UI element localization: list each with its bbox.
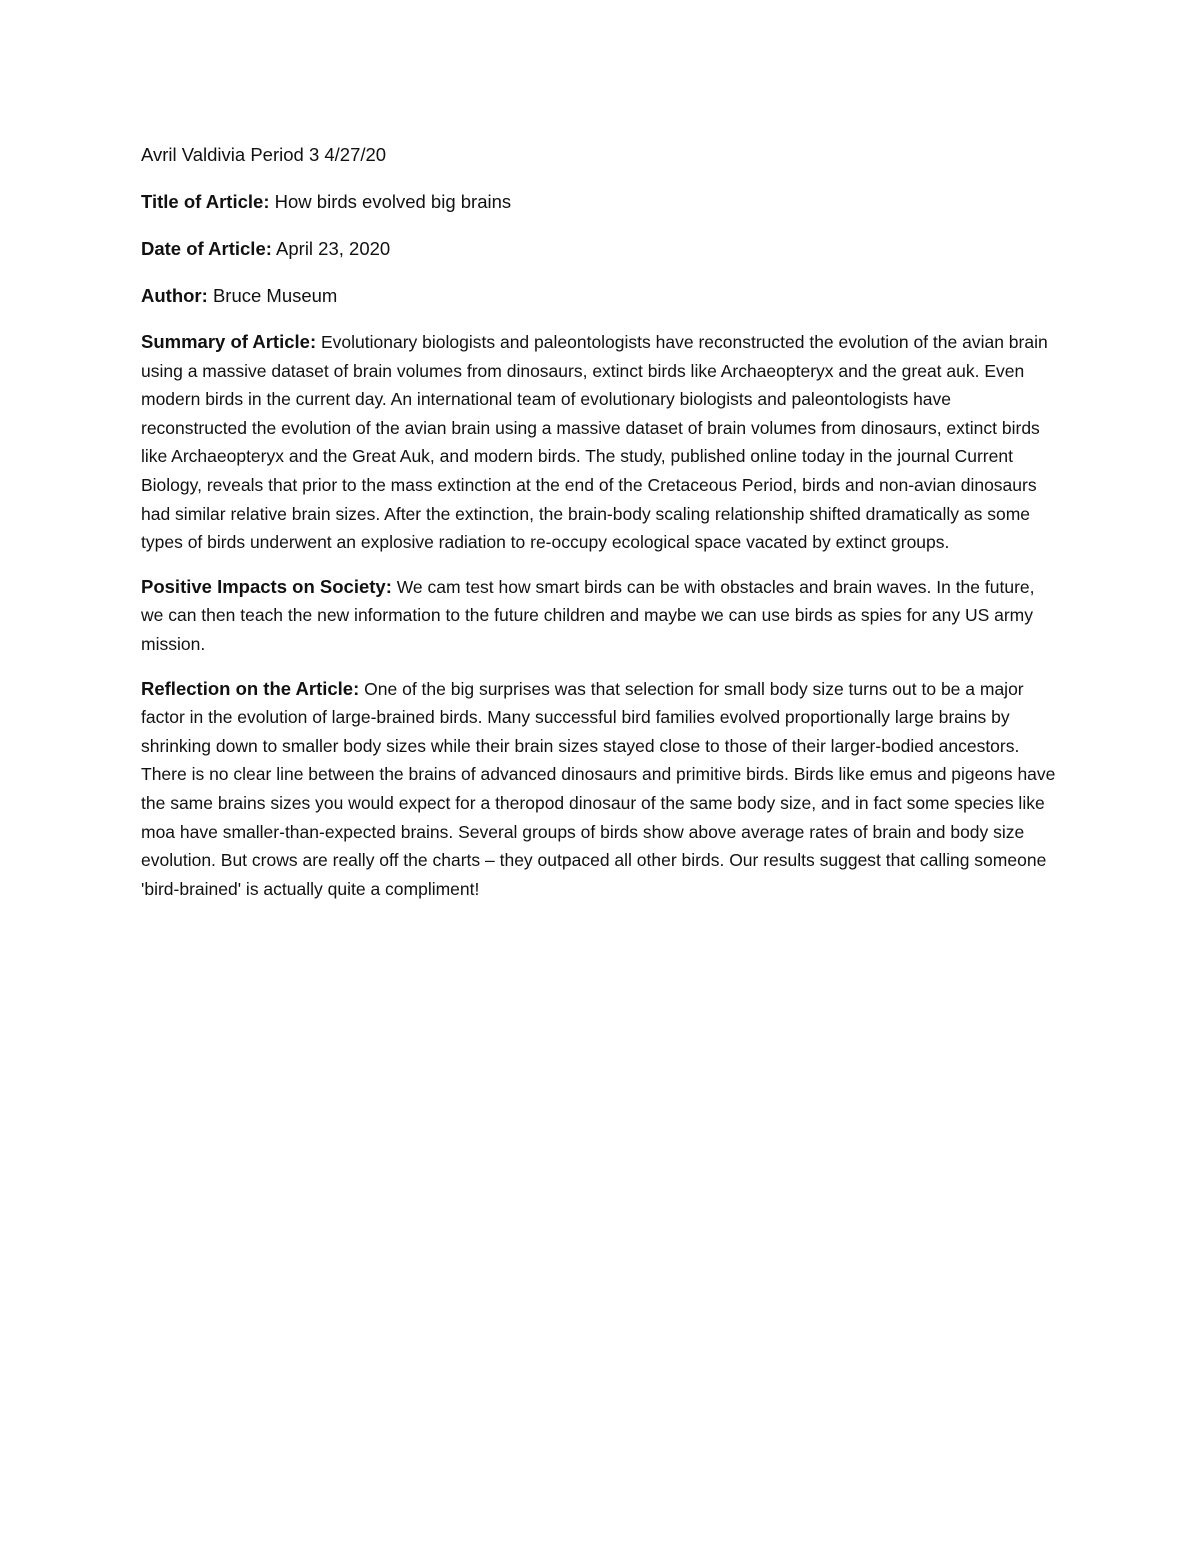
document-page xyxy=(141,140,1061,919)
reflection-text: One of the big surprises was that selection for small body size turns out to be a major factor in the evolution of large-brained birds. Many successful bird families evolved proportionally large brains by shrinking down to smaller body sizes while their brain sizes stayed close to those of their larger-bodied ancestors. There is no clear line between the brains of advanced dinosaurs and primitive birds. Birds like emus and pigeons have the same brains sizes you would expect for a theropod dinosaur of the same body size, and in fact some species like moa have smaller-than-expected brains. Several groups of birds show above average rates of brain and body size evolution. But crows are really off the charts – they outpaced all other birds. Our results suggest that calling someone 'bird-brained' is actually quite a compliment! xyxy=(141,678,1056,899)
impacts-label: Positive Impacts on Society: xyxy=(141,575,392,597)
article-date-label: Date of Article: xyxy=(141,238,272,259)
article-date-value: April 23, 2020 xyxy=(276,238,391,259)
article-author-value: Bruce Museum xyxy=(212,285,338,306)
impacts-text: We cam test how smart birds can be with obstacles and brain waves. In the future, we can then teach the new information to the future children and maybe we can use birds as spies for any US army mission. xyxy=(141,576,1035,654)
summary-text: Evolutionary biologists and paleontologists have reconstructed the evolution of the avian brain using a massive dataset of brain volumes from dinosaurs, extinct birds like Archaeopteryx and the great auk. Even modern birds in the current day. An international team of evolutionary biologists and paleontologists have reconstructed the evolution of the avian brain using a massive dataset of brain volumes from dinosaurs, extinct birds like Archaeopteryx and the Great Auk, and modern birds. The study, published online today in the journal Current Biology, reveals that prior to the mass extinction at the end of the Cretaceous Period, birds and non-avian dinosaurs had similar relative brain sizes. After the extinction, the brain-body scaling relationship shifted dramatically as some types of birds underwent an explosive radiation to re-occupy ecological space vacated by extinct groups. xyxy=(141,332,1048,553)
summary-paragraph xyxy=(141,328,1061,557)
student-info-line xyxy=(141,140,1061,169)
summary-label: Summary of Article: xyxy=(141,331,317,352)
article-author-field xyxy=(141,281,1061,310)
article-date-field xyxy=(141,234,1061,263)
article-author-label: Author: xyxy=(141,285,208,306)
student-info-text: Avril Valdivia Period 3 4/27/20 xyxy=(141,144,387,165)
article-title-label: Title of Article: xyxy=(141,191,270,212)
article-title-field xyxy=(141,187,1061,216)
reflection-paragraph xyxy=(141,675,1061,904)
reflection-label: Reflection on the Article: xyxy=(141,677,360,699)
impacts-paragraph xyxy=(141,573,1061,659)
article-title-value: How birds evolved big brains xyxy=(274,191,512,212)
